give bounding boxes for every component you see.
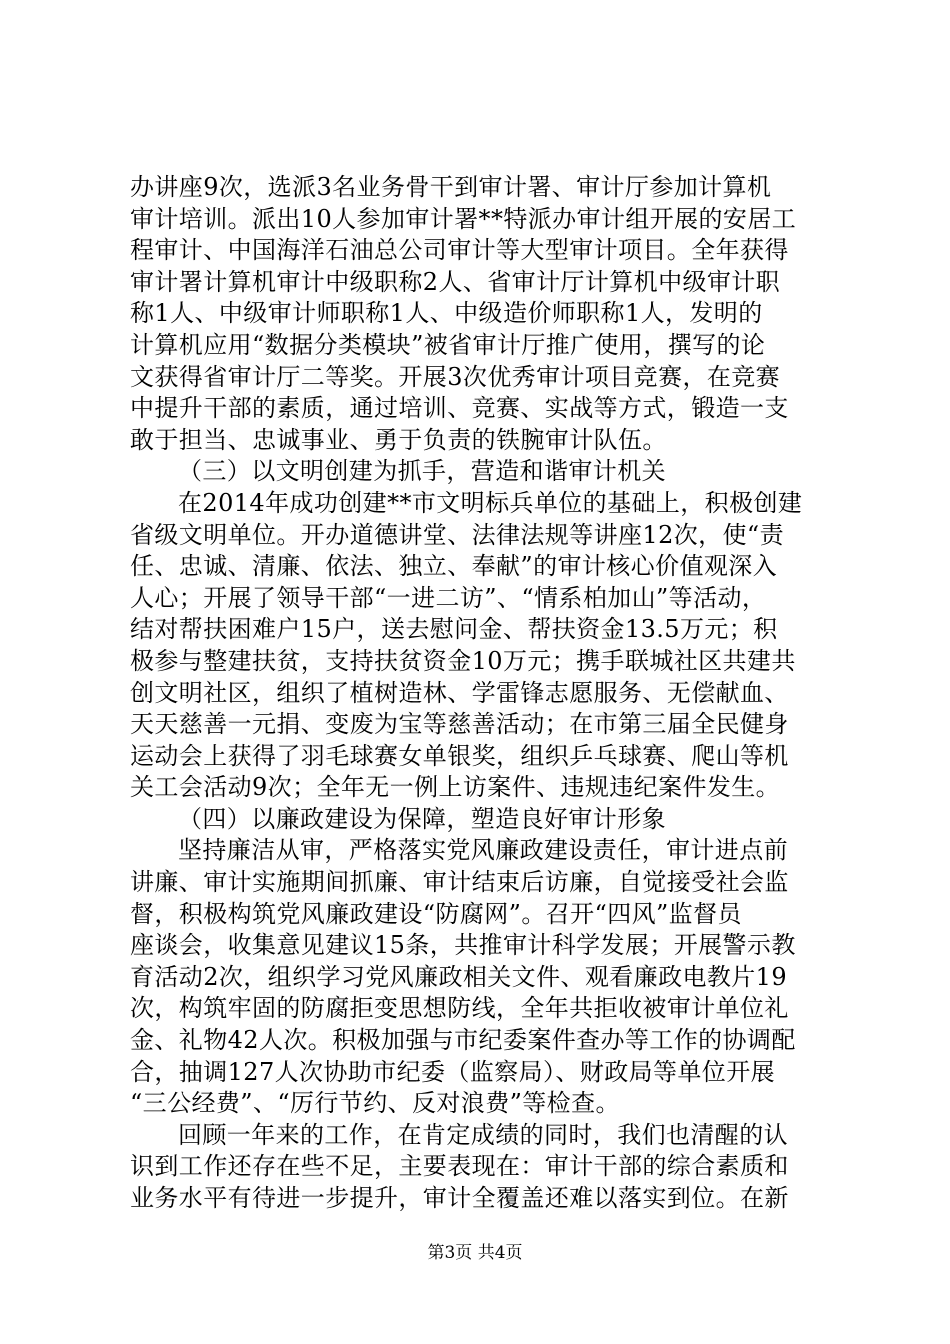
text-line: 任、忠诚、清廉、依法、独立、奉献”的审计核心价值观深入 — [130, 552, 778, 581]
text-line: 座谈会，收集意见建议15条，共推审计科学发展；开展警示教 — [130, 931, 796, 960]
text-line: 合，抽调127人次协助市纪委（监察局）、财政局等单位开展 — [130, 1057, 776, 1086]
text-line: 次，构筑牢固的防腐拒变思想防线，全年共拒收被审计单位礼 — [130, 994, 789, 1023]
text-line: 业务水平有待进一步提升，审计全覆盖还难以落实到位。在新 — [130, 1184, 789, 1212]
text-line: 回顾一年来的工作，在肯定成绩的同时，我们也清醒的认 — [178, 1120, 788, 1149]
text-line: 敢于担当、忠诚事业、勇于负责的铁腕审计队伍。 — [130, 425, 667, 454]
text-line: 督，积极构筑党风廉政建设“防腐网”。召开“四风”监督员 — [130, 899, 742, 928]
text-line: 育活动2次，组织学习党风廉政相关文件、观看廉政电教片19 — [130, 962, 788, 991]
text-line: 坚持廉洁从审，严格落实党风廉政建设责任，审计进点前 — [178, 836, 788, 865]
text-line: 关工会活动9次；全年无一例上访案件、违规违纪案件发生。 — [130, 773, 781, 802]
text-line: 结对帮扶困难户15户，送去慰问金、帮扶资金13.5万元；积 — [130, 615, 778, 644]
text-line: “三公经费”、“厉行节约、反对浪费”等检查。 — [130, 1089, 620, 1118]
text-line: 人心；开展了领导干部“一进二访”、“情系柏加山”等活动， — [130, 583, 767, 612]
text-line: （三）以文明创建为抓手，营造和谐审计机关 — [178, 457, 666, 486]
text-line: 识到工作还存在些不足，主要表现在：审计干部的综合素质和 — [130, 1152, 789, 1181]
text-line: 极参与整建扶贫，支持扶贫资金10万元；携手联城社区共建共 — [130, 646, 796, 675]
text-line: 金、礼物42人次。积极加强与市纪委案件查办等工作的协调配 — [130, 1026, 796, 1055]
text-line: 中提升干部的素质，通过培训、竞赛、实战等方式，锻造一支 — [130, 394, 789, 423]
text-line: （四）以廉政建设为保障，塑造良好审计形象 — [178, 804, 666, 833]
document-body — [130, 172, 830, 1215]
text-line: 文获得省审计厅二等奖。开展3次优秀审计项目竞赛，在竞赛 — [130, 362, 781, 391]
text-line: 在2014年成功创建**市文明标兵单位的基础上，积极创建 — [178, 488, 803, 517]
text-line: 办讲座9次，选派3名业务骨干到审计署、审计厅参加计算机 — [130, 173, 772, 201]
text-line: 审计署计算机审计中级职称2人、省审计厅计算机中级审计职 — [130, 267, 781, 296]
text-line: 运动会上获得了羽毛球赛女单银奖，组织乒乓球赛、爬山等机 — [130, 741, 789, 770]
text-line: 创文明社区，组织了植树造林、学雷锋志愿服务、无偿献血、 — [130, 678, 789, 707]
text-line: 天天慈善一元捐、变废为宝等慈善活动；在市第三届全民健身 — [130, 710, 789, 739]
text-line: 称1人、中级审计师职称1人、中级造价师职称1人，发明的 — [130, 299, 763, 328]
text-line: 讲廉、审计实施期间抓廉、审计结束后访廉，自觉接受社会监 — [130, 868, 789, 897]
text-line: 审计培训。派出10人参加审计署**特派办审计组开展的安居工 — [130, 204, 797, 233]
text-line: 程审计、中国海洋石油总公司审计等大型审计项目。全年获得 — [130, 236, 789, 265]
text-line: 省级文明单位。开办道德讲堂、法律法规等讲座12次，使“责 — [130, 520, 785, 549]
page-footer: 第3页 共4页 — [427, 1243, 523, 1263]
text-line: 计算机应用“数据分类模块”被省审计厅推广使用，撰写的论 — [130, 330, 766, 359]
